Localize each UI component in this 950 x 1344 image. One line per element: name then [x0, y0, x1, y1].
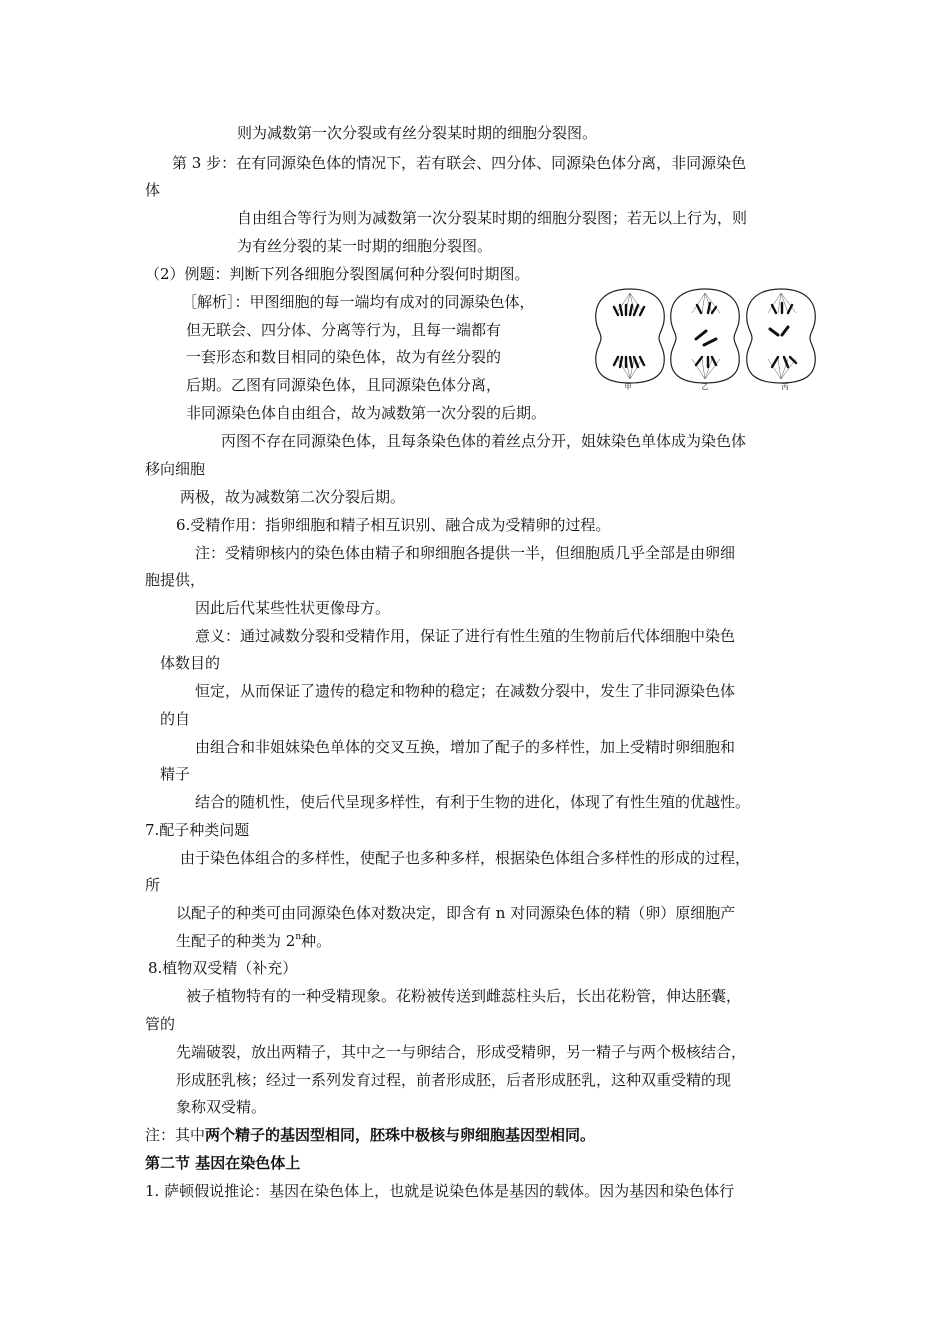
text-line: 结合的随机性，使后代呈现多样性，有利于生物的进化，体现了有性生殖的优越性。 [195, 793, 751, 811]
text-line: 第 3 步：在有同源染色体的情况下，若有联会、四分体、同源染色体分离，非同源染色 [172, 154, 747, 172]
text-line: 注：受精卵核内的染色体由精子和卵细胞各提供一半，但细胞质几乎全部是由卵细 [195, 544, 736, 562]
text-line: 则为减数第一次分裂或有丝分裂某时期的细胞分裂图。 [237, 124, 598, 142]
figure-label: 丙 [781, 383, 789, 391]
note-bold: 两个精子的基因型相同，胚珠中极核与卵细胞基因型相同。 [205, 1126, 596, 1144]
section-heading: 8.植物双受精（补充） [148, 959, 298, 977]
chromosome [696, 357, 716, 367]
cell-outline [596, 289, 664, 383]
text-line: ［解析］：甲图细胞的每一端均有成对的同源染色体， [182, 293, 535, 311]
text-line: 以配子的种类可由同源染色体对数决定，即含有 n 对同源染色体的精（卵）原细胞产 [176, 904, 736, 922]
text-line: 先端破裂，放出两精子，其中之一与卵结合，形成受精卵，另一精子与两个极核结合， [176, 1043, 747, 1061]
figure-label: 乙 [701, 383, 709, 391]
text-line: 管的 [145, 1015, 176, 1033]
text-line: 6.受精作用：指卵细胞和精子相互识别、融合成为受精卵的过程。 [176, 516, 611, 534]
chromosome [772, 357, 796, 367]
cell-outline [671, 289, 739, 383]
text-line: 1. 萨顿假说推论：基因在染色体上，也就是说染色体是基因的载体。因为基因和染色体行 [145, 1182, 735, 1200]
text-line: 由组合和非姐妹染色单体的交叉互换，增加了配子的多样性，加上受精时卵细胞和 [195, 738, 736, 756]
chromosome [696, 331, 716, 345]
text-line: （2）例题：判断下列各细胞分裂图属何种分裂何时期图。 [145, 265, 530, 283]
text-line: 象称双受精。 [176, 1098, 267, 1116]
section-heading: 7.配子种类问题 [145, 821, 250, 839]
text-line: 为有丝分裂的某一时期的细胞分裂图。 [237, 237, 493, 255]
text-line: 移向细胞 [145, 460, 206, 478]
text-line: 形成胚乳核；经过一系列发育过程，前者形成胚，后者形成胚乳，这种双重受精的现 [176, 1071, 732, 1089]
text-line: 非同源染色体自由组合，故为减数第一次分裂的后期。 [186, 404, 547, 422]
text-line: 所 [145, 876, 161, 894]
text-line: 精子 [160, 765, 191, 783]
text-line: 体数目的 [160, 654, 221, 672]
note-prefix: 注：其中 [145, 1126, 206, 1144]
note-line [145, 1125, 595, 1145]
text-line: 意义：通过减数分裂和受精作用，保证了进行有性生殖的生物前后代体细胞中染色 [195, 627, 736, 645]
chromosome [772, 303, 792, 313]
text-line: 被子植物特有的一种受精现象。花粉被传送到雌蕊柱头后，长出花粉管，伸达胚囊， [186, 987, 742, 1005]
text-line: 体 [145, 181, 161, 199]
figure-label: 甲 [624, 383, 632, 391]
text-line: 后期。乙图有同源染色体，且同源染色体分离， [186, 376, 502, 394]
text-line: 一套形态和数目相同的染色体，故为有丝分裂的 [186, 348, 502, 366]
text-line [176, 931, 331, 951]
text-line: 因此后代某些性状更像母方。 [195, 599, 391, 617]
text-line: 自由组合等行为则为减数第一次分裂某时期的细胞分裂图；若无以上行为，则 [237, 209, 748, 227]
text-span: 生配子的种类为 2 [176, 932, 296, 950]
text-line: 由于染色体组合的多样性，使配子也多种多样，根据染色体组合多样性的形成的过程， [180, 849, 751, 867]
cell-division-figure [592, 283, 818, 395]
text-line: 恒定，从而保证了遗传的稳定和物种的稳定；在减数分裂中，发生了非同源染色体 [195, 682, 736, 700]
chromosome [697, 303, 716, 313]
text-line: 胞提供， [145, 571, 206, 589]
text-line: 但无联会、四分体、分离等行为，且每一端都有 [186, 321, 502, 339]
chromosome [614, 357, 644, 367]
text-line: 的自 [160, 710, 191, 728]
text-line: 丙图不存在同源染色体，且每条染色体的着丝点分开，姐妹染色单体成为染色体 [221, 432, 747, 450]
text-line: 两极，故为减数第二次分裂后期。 [180, 488, 406, 506]
superscript-n: n [295, 932, 302, 942]
chromosome [770, 327, 788, 335]
text-span: 种。 [301, 932, 332, 950]
section-title: 第二节 基因在染色体上 [145, 1154, 301, 1172]
